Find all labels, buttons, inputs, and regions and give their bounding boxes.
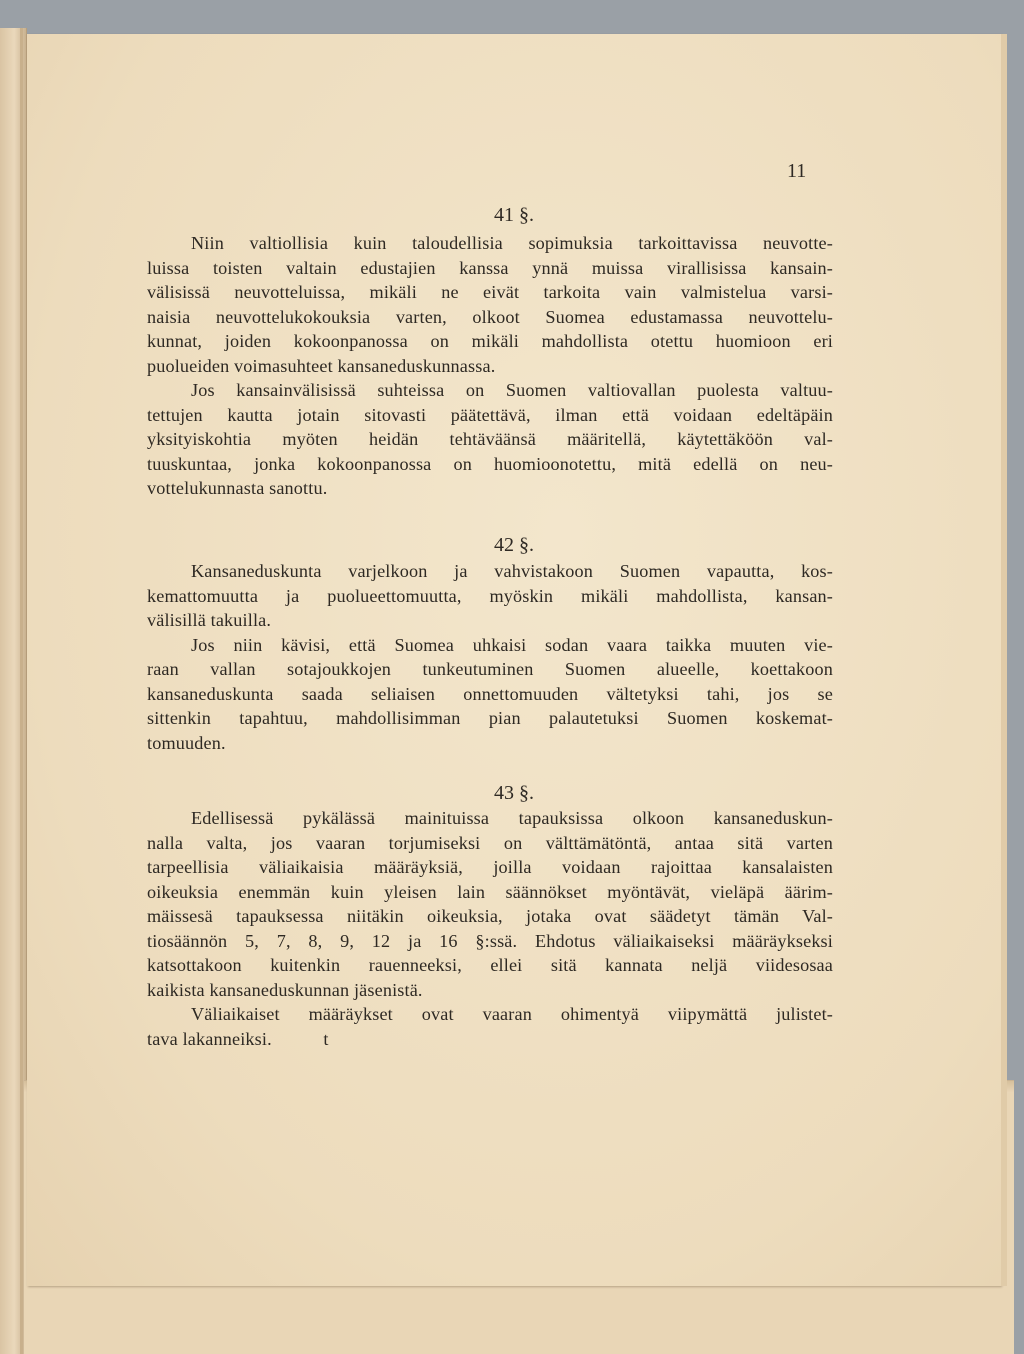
text-line: Jos kansainvälisissä suhteissa on Suomen valtiovallan puolesta valtuu- <box>191 380 833 400</box>
section-title-42: 42 §. <box>494 534 534 556</box>
text-line: tava lakanneiksi. t <box>147 1028 329 1049</box>
section-title-41: 41 §. <box>494 204 534 226</box>
text-line: Niin valtiollisia kuin taloudellisia sopimuksia tarkoittavissa neuvotte- <box>191 233 833 253</box>
text-line: tomuuden. <box>147 732 226 753</box>
text-line: tarpeellisia väliaikaisia määräyksiä, joilla voidaan rajoittaa kansalaisten <box>147 857 833 877</box>
text-line: välisillä takuilla. <box>147 610 272 630</box>
text-line: Jos niin kävisi, että Suomea uhkaisi sodan vaara taikka muuten vie- <box>191 634 833 655</box>
text-line: tiosäännön 5, 7, 8, 9, 12 ja 16 §:ssä. Ehdotus väliaikaiseksi määräykseksi <box>147 930 833 951</box>
text-line: kansaneduskunta saada seliaisen onnettomuuden vältetyksi tahi, jos se <box>147 683 833 704</box>
text-line: tuuskuntaa, jonka kokoonpanossa on huomioonotettu, mitä edellä on neu- <box>147 453 833 474</box>
page-number: 11 <box>787 160 807 182</box>
previous-page-edge <box>0 28 27 1354</box>
section-42-body <box>147 559 833 755</box>
section-title-43: 43 §. <box>494 782 534 804</box>
text-line: kemattomuutta ja puolueettomuutta, myöskin mikäli mahdollista, kansan- <box>147 585 833 606</box>
text-line: luissa toisten valtain edustajien kanssa ynnä muissa virallisissa kansain- <box>147 257 833 278</box>
text-line: kaikista kansaneduskunnan jäsenistä. <box>147 979 423 1000</box>
document-page <box>27 34 1001 1286</box>
text-line: naisia neuvottelukokouksia varten, olkoot Suomea edustamassa neuvottelu- <box>147 306 833 327</box>
text-line: puolueiden voimasuhteet kansaneduskunnassa. <box>147 355 496 376</box>
text-line: katsottakoon kuitenkin rauenneeksi, ellei sitä kannata neljä viidesosaa <box>147 955 833 975</box>
text-line: yksityiskohtia myöten heidän tehtäväänsä määritellä, käytettäköön val- <box>147 429 833 449</box>
text-line: Väliaikaiset määräykset ovat vaaran ohimentyä viipymättä julistet- <box>191 1004 833 1024</box>
text-line: raan vallan sotajoukkojen tunkeutuminen Suomen alueelle, koettakoon <box>147 659 833 679</box>
text-line: nalla valta, jos vaaran torjumiseksi on välttämätöntä, antaa sitä varten <box>147 832 833 853</box>
text-line: sittenkin tapahtuu, mahdollisimman pian palautetuksi Suomen koskemat- <box>147 708 833 728</box>
section-41-body <box>147 231 833 501</box>
text-line: tettujen kautta jotain sitovasti päätettävä, ilman että voidaan edeltäpäin <box>147 404 833 425</box>
text-line: mäissesä tapauksessa niitäkin oikeuksia, jotaka ovat säädetyt tämän Val- <box>147 906 833 926</box>
text-line: vottelukunnasta sanottu. <box>147 478 328 498</box>
text-line: Kansaneduskunta varjelkoon ja vahvistakoon Suomen vapautta, kos- <box>191 561 833 581</box>
page-edge <box>1001 34 1007 1286</box>
section-43-body <box>147 806 833 1051</box>
text-line: kunnat, joiden kokoonpanossa on mikäli mahdollista otettu huomioon eri <box>147 331 833 351</box>
text-line: oikeuksia enemmän kuin yleisen lain säännökset myöntävät, vieläpä äärim- <box>147 881 833 902</box>
text-line: Edellisessä pykälässä mainituissa tapauksissa olkoon kansaneduskun- <box>191 808 833 828</box>
text-line: välisissä neuvotteluissa, mikäli ne eivät tarkoita vain valmistelua varsi- <box>147 282 833 302</box>
